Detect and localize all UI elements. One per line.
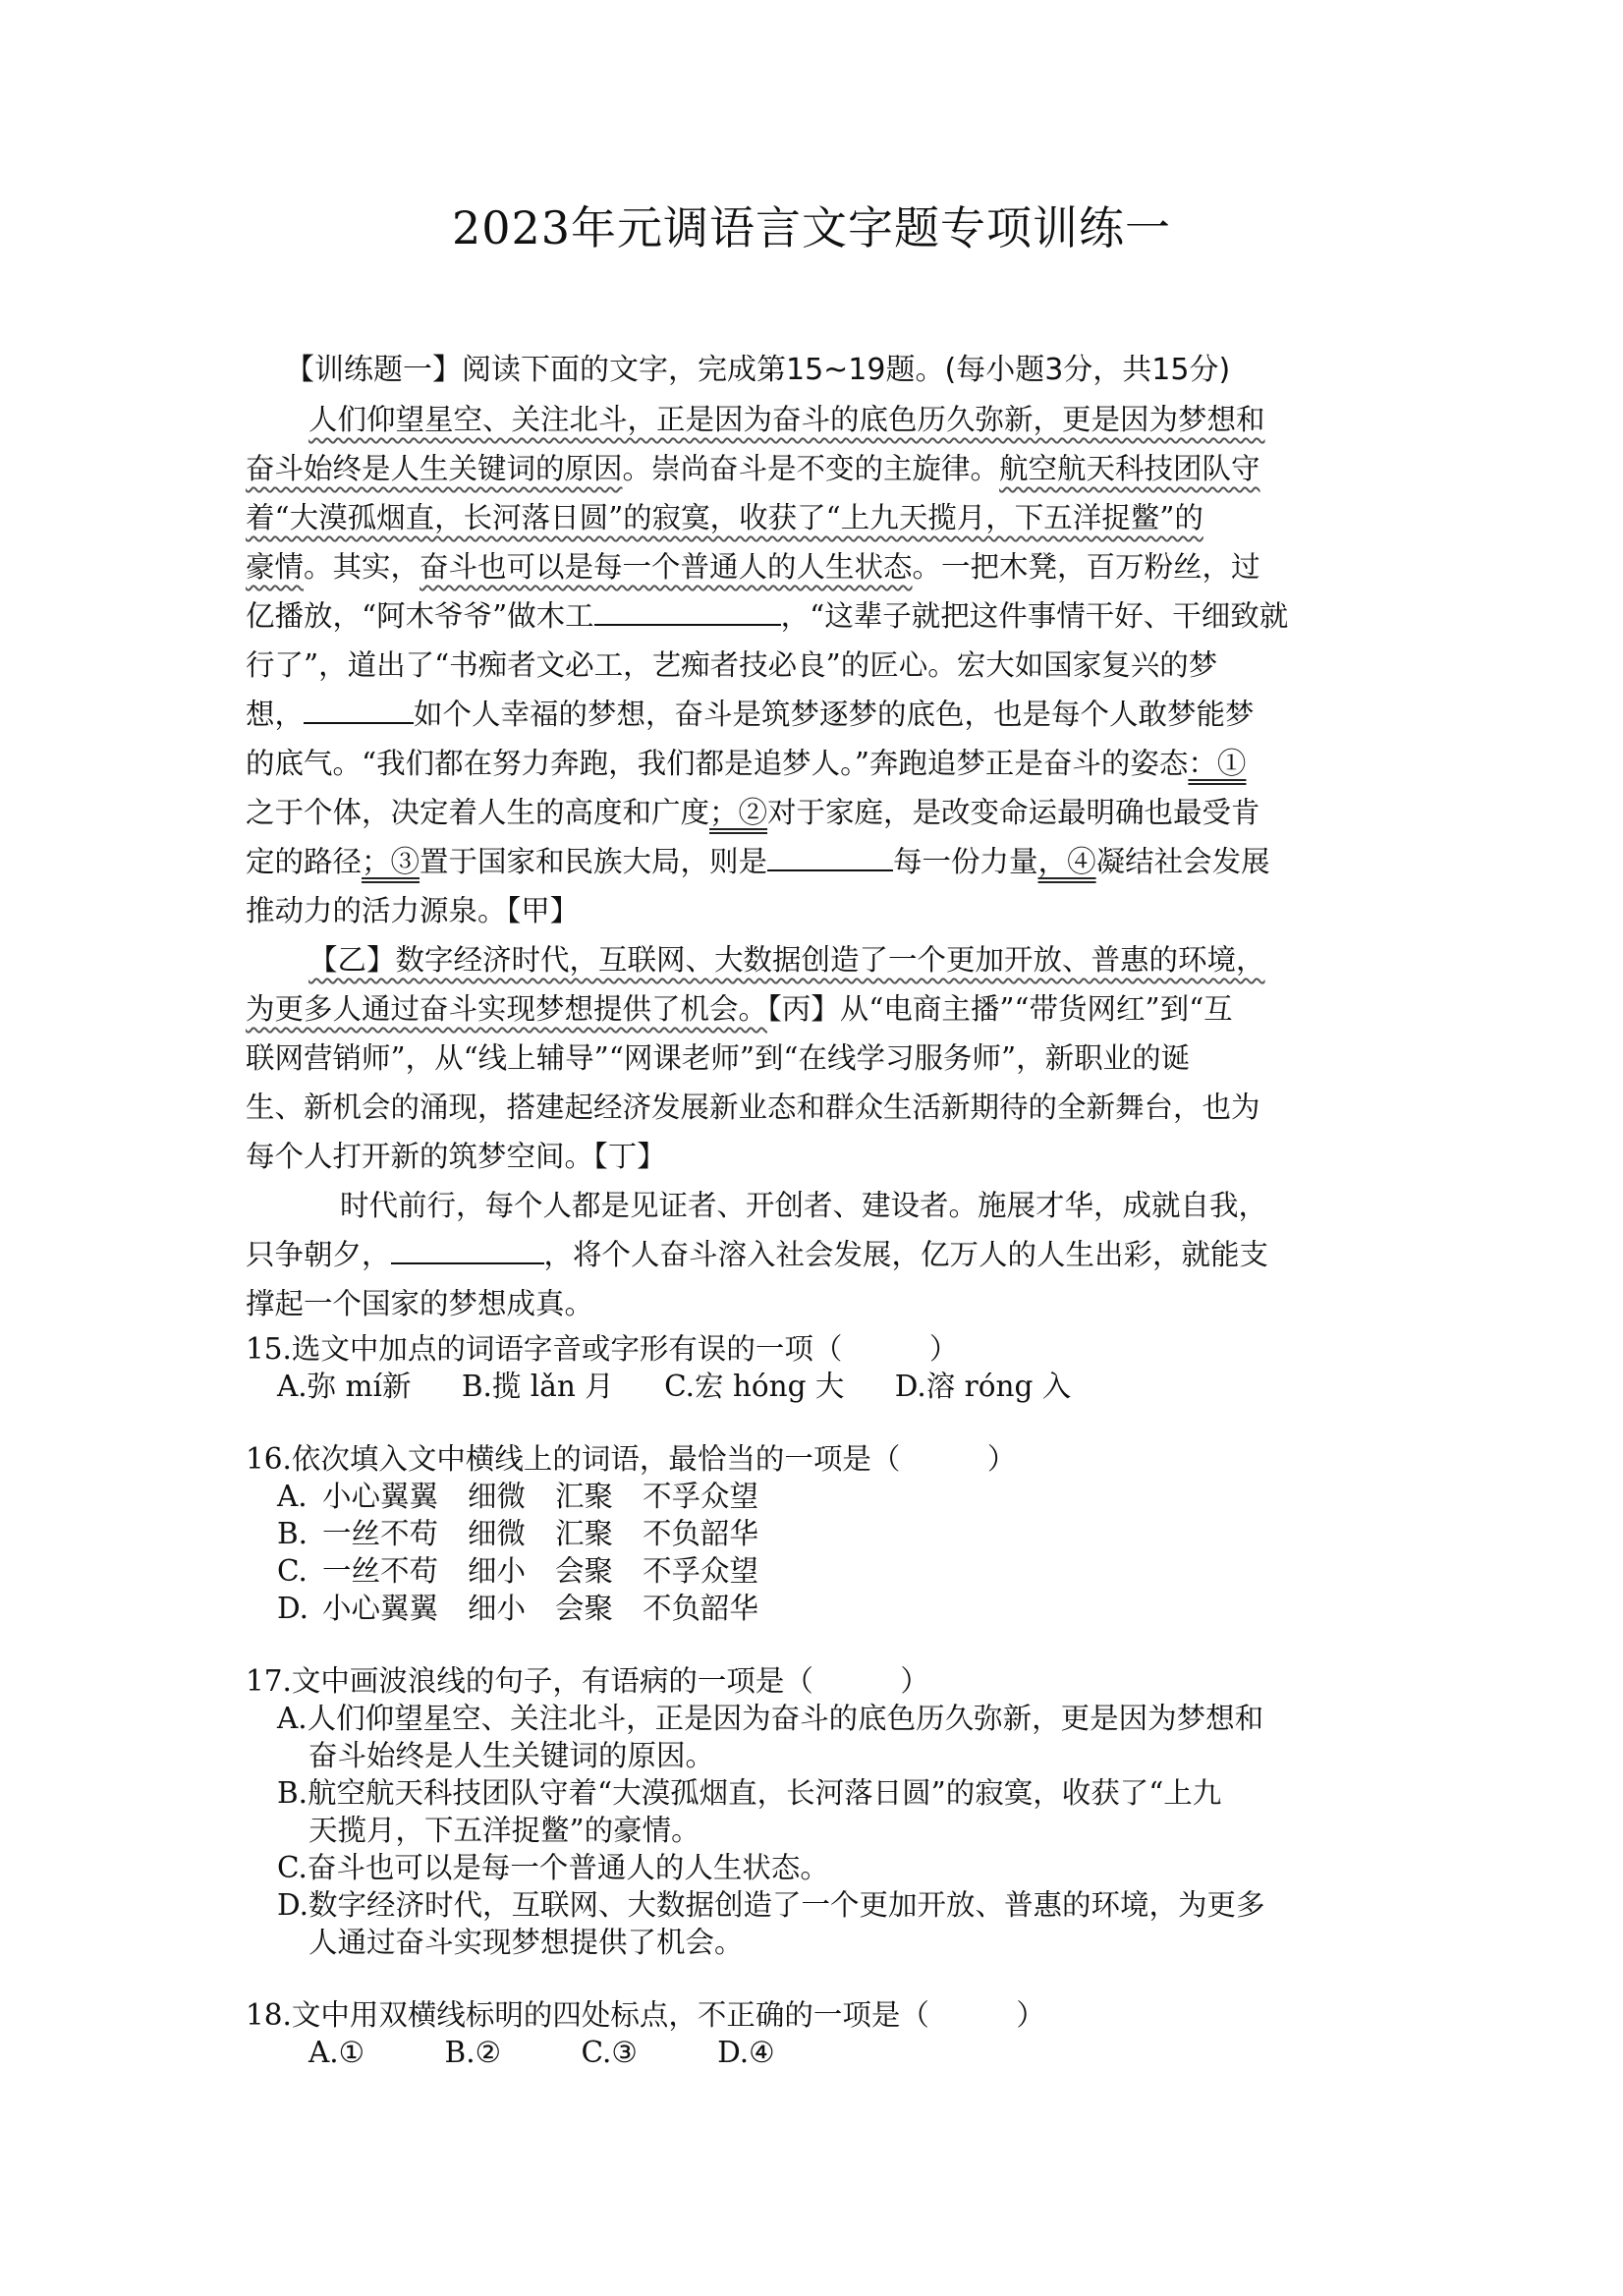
option-label: D. [277, 1592, 308, 1625]
option-word: 不负韶华 [643, 1517, 759, 1550]
option-b[interactable] [277, 1774, 1387, 1849]
option-word: 不孚众望 [643, 1480, 759, 1513]
text-span: 对于家庭，是改变命运最明确也最受肯 [767, 796, 1260, 829]
wavy-sentence-c: 奋斗也可以是每一个普通人的人生状态 [420, 550, 913, 584]
passage-line-17: 时代前行，每个人都是见证者、开创者、建设者。施展才华，成就自我， [340, 1189, 1268, 1222]
option-c[interactable] [277, 1849, 1387, 1886]
option-word: 一丝不苟 [321, 1517, 438, 1550]
text-span: 如个人幸福的梦想，奋斗是筑梦逐梦的底色，也是每个人敢梦能梦 [414, 698, 1255, 731]
text-span: 。一把木凳，百万粉丝，过 [912, 550, 1260, 584]
option-word: 小心翼翼 [321, 1592, 438, 1625]
text-span: 亿播放，“阿木爷爷”做木工 [246, 599, 594, 633]
question-17-stem: 17.文中画波浪线的句子，有语病的一项是（ ） [246, 1664, 929, 1698]
passage-line-14: 联网营销师”，从“线上辅导”“网课老师”到“在线学习服务师”，新职业的诞 [246, 1041, 1191, 1075]
text-span: ，将个人奋斗溶入社会发展，亿万人的人生出彩，就能支 [543, 1238, 1269, 1271]
text-span: 每一份力量 [893, 845, 1038, 878]
passage-heading: 【训练题一】阅读下面的文字，完成第15~19题。(每小题3分，共15分) [285, 353, 1231, 387]
text-span: 只争朝夕， [246, 1238, 391, 1271]
text-span: 。其实， [304, 550, 420, 584]
double-underlined-punct-3: ；③ [362, 845, 420, 878]
blank-4 [391, 1233, 544, 1264]
option-word: 细微 [468, 1517, 527, 1550]
wavy-sentence-b-part1: 航空航天科技团队守 [999, 452, 1260, 485]
option-word: 不孚众望 [643, 1554, 759, 1588]
reading-passage [246, 346, 1387, 1328]
option-word: 不负韶华 [643, 1592, 759, 1625]
option-word: 细小 [468, 1554, 527, 1588]
wavy-sentence-b-part2: 着“大漠孤烟直，长河落日圆”的寂寞，收获了“上九天揽月，下五洋捉鳖”的 [246, 501, 1203, 534]
option-c[interactable] [277, 1552, 788, 1590]
option-word: 会聚 [555, 1592, 614, 1625]
wavy-sentence-d-part2: 为更多人通过奋斗实现梦想提供了机会。 [246, 992, 768, 1026]
text-span: 的底气。“我们都在努力奔跑，我们都是追梦人。”奔跑追梦正是奋斗的姿态 [246, 747, 1189, 780]
question-16-options [277, 1478, 788, 1627]
question-16-stem: 16.依次填入文中横线上的词语，最恰当的一项是（ ） [246, 1442, 1017, 1476]
option-d[interactable]: D.溶 róng 入 [894, 1370, 1072, 1403]
option-word: 汇聚 [555, 1517, 614, 1550]
passage-line-18 [246, 1230, 1387, 1279]
text-span: 。崇尚奋斗是不变的主旋律。 [622, 452, 1000, 485]
option-word: 一丝不苟 [321, 1554, 438, 1588]
question-17 [246, 1662, 1387, 1961]
option-b[interactable] [277, 1515, 788, 1552]
double-underlined-punct-1: ：① [1188, 747, 1247, 780]
option-a[interactable] [277, 1478, 788, 1515]
option-text: C.奋斗也可以是每一个普通人的人生状态。 [277, 1851, 829, 1884]
wavy-sentence-a-part2: 奋斗始终是人生关键词的原因 [246, 452, 623, 485]
wavy-sentence-a-part1: 人们仰望星空、关注北斗，正是因为奋斗的底色历久弥新，更是因为梦想和 [308, 403, 1265, 436]
option-a[interactable]: A.① [308, 2036, 365, 2069]
passage-line-2 [246, 444, 1387, 493]
question-15-options [246, 1368, 1387, 1405]
page-title: 2023年元调语言文字题专项训练一 [451, 201, 1172, 254]
passage-line-19: 撑起一个国家的梦想成真。 [246, 1287, 594, 1320]
passage-line-4 [246, 542, 1387, 591]
option-text: D.数字经济时代，互联网、大数据创造了一个更加开放、普惠的环境，为更多 [277, 1888, 1265, 1922]
option-word: 细小 [468, 1592, 527, 1625]
question-18 [246, 1996, 1387, 2071]
passage-line-10 [246, 837, 1387, 886]
question-15 [246, 1330, 1387, 1405]
option-a[interactable]: A.弥 mí新 [277, 1370, 412, 1403]
blank-2 [304, 693, 414, 724]
option-text: 奋斗始终是人生关键词的原因。 [308, 1739, 715, 1772]
question-15-stem: 15.选文中加点的词语字音或字形有误的一项（ ） [246, 1332, 959, 1366]
option-c[interactable]: C.宏 hóng 大 [664, 1370, 845, 1403]
passage-line-6: 行了”，道出了“书痴者文必工，艺痴者技必良”的匠心。宏大如国家复兴的梦 [246, 648, 1218, 682]
option-text: A.人们仰望星空、关注北斗，正是因为奋斗的底色历久弥新，更是因为梦想和 [277, 1702, 1264, 1735]
passage-line-5 [246, 591, 1387, 641]
option-label: B. [277, 1517, 308, 1550]
question-18-options [246, 2034, 1387, 2071]
text-span: ，“这辈子就把这件事情干好、干细致就 [780, 599, 1289, 633]
passage-line-16: 每个人打开新的筑梦空间。【丁】 [246, 1140, 666, 1173]
passage-line-12 [246, 935, 1387, 984]
option-text: 天揽月，下五洋捉鳖”的豪情。 [308, 1814, 700, 1847]
blank-3 [767, 840, 893, 871]
double-underlined-punct-4: ，④ [1037, 845, 1096, 878]
wavy-sentence-d-part1: 【乙】数字经济时代，互联网、大数据创造了一个更加开放、普惠的环境， [308, 943, 1265, 977]
option-d[interactable]: D.④ [717, 2036, 775, 2069]
option-word: 会聚 [555, 1554, 614, 1588]
question-16 [246, 1440, 1387, 1627]
passage-line-13 [246, 984, 1387, 1034]
text-span: 置于国家和民族大局，则是 [420, 845, 768, 878]
text-span: 定的路径 [246, 845, 363, 878]
passage-line-9 [246, 788, 1387, 837]
option-text: B.航空航天科技团队守着“大漠孤烟直，长河落日圆”的寂寞，收获了“上九 [277, 1776, 1222, 1810]
passage-line-7 [246, 690, 1387, 739]
passage-line-3 [246, 493, 1387, 542]
text-span: 凝结社会发展 [1095, 845, 1270, 878]
option-word: 小心翼翼 [321, 1480, 438, 1513]
option-word: 细微 [468, 1480, 527, 1513]
option-b[interactable]: B.揽 lǎn 月 [461, 1370, 614, 1403]
passage-line-11: 推动力的活力源泉。【甲】 [246, 894, 580, 927]
option-d[interactable] [277, 1886, 1387, 1961]
option-c[interactable]: C.③ [581, 2036, 638, 2069]
passage-line-15: 生、新机会的涌现，搭建起经济发展新业态和群众生活新期待的全新舞台，也为 [246, 1091, 1260, 1124]
option-label: A. [277, 1480, 308, 1513]
question-list [246, 1330, 1387, 2071]
passage-line-8 [246, 739, 1387, 788]
option-a[interactable] [277, 1700, 1387, 1774]
option-b[interactable]: B.② [444, 2036, 502, 2069]
wavy-sentence-b-part3: 豪情 [246, 550, 305, 584]
question-18-stem: 18.文中用双横线标明的四处标点，不正确的一项是（ ） [246, 1998, 1045, 2032]
option-word: 汇聚 [555, 1480, 614, 1513]
passage-line-1 [246, 395, 1387, 444]
option-d[interactable] [277, 1590, 788, 1627]
option-text: 人通过奋斗实现梦想提供了机会。 [308, 1926, 744, 1959]
text-span: 【丙】从“电商主播”“带货网红”到“互 [767, 992, 1233, 1026]
blank-1 [594, 594, 781, 626]
option-label: C. [277, 1554, 308, 1588]
double-underlined-punct-2: ；② [709, 796, 768, 829]
text-span: 想， [246, 698, 305, 731]
text-span: 之于个体，决定着人生的高度和广度 [246, 796, 710, 829]
